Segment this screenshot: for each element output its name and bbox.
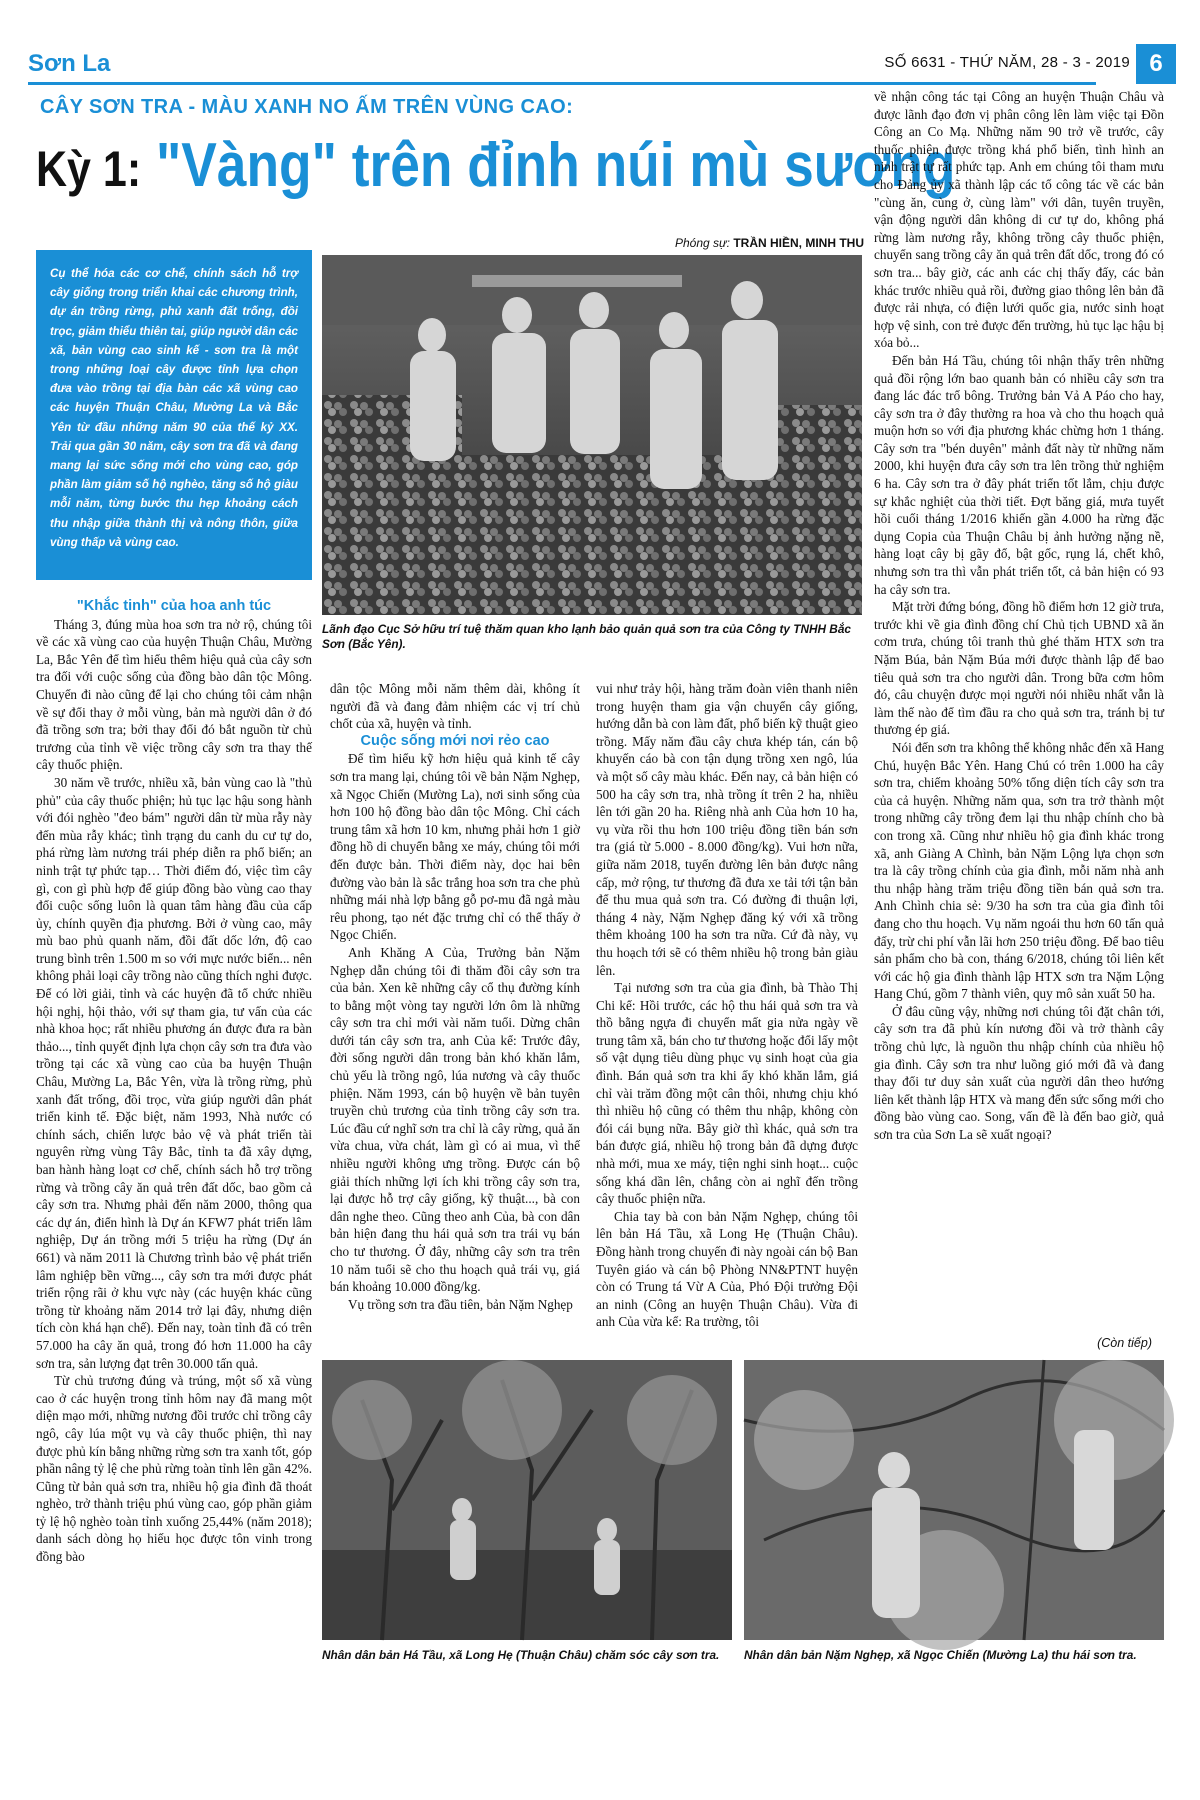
bottom-right-caption: Nhân dân bản Nặm Nghẹp, xã Ngọc Chiến (Mường La) thu hái sơn tra.	[744, 1648, 1137, 1662]
headline-prefix: Kỳ 1:	[36, 141, 142, 197]
paragraph: Vụ trồng sơn tra đầu tiên, bản Nặm Nghẹp	[348, 1296, 573, 1312]
byline-authors: TRẦN HIỀN, MINH THU	[733, 236, 864, 250]
paragraph: vui như trảy hội, hàng trăm đoàn viên thanh niên trong huyện tham gia vận chuyển cây giống, hướng dẫn bà con làm đất, phổ biến kỹ thuật gieo trồng. Mấy năm đầu cây chưa khép tán, cán bộ khuyến cáo bà con tận dụng trồng xen ngô, lúa và một số cây màu khác. Đến nay, cả bản hiện có 500 ha cây sơn tra, nhà trồng ít trên 2 ha, nhiều lên tới gần 20 ha. Riêng nhà anh Của hơn 10 ha, vụ vừa rồi thu hơn 100 triệu đồng tiền bán sơn tra (giá từ 5.000 - 8.000 đồng/kg). Vui hơn nữa, giữa năm 2018, tuyến đường lên bản được nâng cấp, mở rộng, tư thương đã đưa xe tải tới tận bản để thu mua quả sơn tra. Có đường đi thuận lợi, tháng 4 này, Nặm Nghẹp đăng ký với xã trồng thêm khoảng 100 ha sơn tra nữa. Cứ đà này, vụ thu hoạch tới sẽ có thêm nhiều hộ trong bản giàu lên.	[596, 681, 858, 978]
paragraph: Đến bản Há Tầu, chúng tôi nhận thấy trên những quả đồi rộng lớn bao quanh bản có nhiều cây sơn tra đang lác đác trổ bông. Trưởng bản Vả A Páo cho hay, cây sơn tra ở đây thường ra hoa và cho thu hoạch quả muộn hơn so với địa phương khác chừng hơn 1 tháng. Cây sơn tra "bén duyên" mảnh đất này từ những năm 2000, khi huyện đưa cây sơn tra lên trồng thử nghiệm 6 ha. Cây sơn tra ở đây phát triển tốt lắm, chịu được sự khắc nghiệt của thời tiết. Đợt băng giá, mưa tuyết hồi cuối tháng 1/2016 khiến gần 4.000 ha rừng đặc dụng Copia của Thuận Châu bị ảnh hưởng nặng nề, hàng loạt cây bị gãy đổ, bật gốc, rụng lá, chết khô, nhưng sơn tra thì vẫn phát triển tốt, cả bản hiện có 93 ha cây sơn tra.	[874, 352, 1164, 597]
paragraph: Để tìm hiểu kỹ hơn hiệu quả kinh tế cây sơn tra mang lại, chúng tôi về bản Nặm Nghẹp, xã Ngọc Chiến (Mường La), nơi sinh sống của hơn 100 hộ đồng bào dân tộc Mông. Chỉ cách trung tâm xã hơn 10 km, nhưng phải hơn 1 giờ đồng hồ di chuyển bằng xe máy, chúng tôi mới đến được bản. Thời điểm này, dọc hai bên đường vào bản là sắc trắng hoa sơn tra che phủ những mái nhà lợp bằng gỗ pơ-mu đã ngả màu rêu phong, tạo nét đặc trưng chỉ có thể thấy ở Ngọc Chiến.	[330, 751, 580, 943]
paragraph: Từ chủ trương đúng và trúng, một số xã vùng cao ở các huyện trong tỉnh hôm nay đã mang một diện mạo mới, những nương đồi trước chỉ trồng cây ngô, cây lúa một vụ và cây thuốc phiện, thì nay được phủ kín bằng những rừng sơn tra xanh tốt, góp phần nâng tỷ lệ che phủ rừng toàn tỉnh lên gần 42%. Cũng từ bản quả sơn tra, nhiều hộ gia đình đã thoát nghèo, trở thành triệu phú vùng cao, góp phần giảm tỷ lệ hộ nghèo toàn tỉnh xuống 25,44% (năm 2018); danh sách dòng họ hiếu học được tôn vinh trong đồng bào	[36, 1373, 312, 1565]
column-4	[874, 88, 1164, 1358]
continued-note: (Còn tiếp)	[1097, 1336, 1152, 1350]
paragraph: Tại nương sơn tra của gia đình, bà Thào Thị Chi kể: Hồi trước, các hộ thu hái quả sơn tra và thồ bằng ngựa đi chuyển mất gia nửa ngày về trung tâm xã, bán cho tư thương hoặc đổi lấy một số vật dụng tiêu dùng phục vụ sinh hoạt của gia đình. Bán quả sơn tra khi ấy khó khăn lắm, giá chỉ vài trăm đồng một cân thôi, nhưng chịu khó thì nhiều hộ cũng có thêm thu nhập, không còn đói cái bụng nữa. Bây giờ thì khác, quả sơn tra bán được giá, nhiều hộ trong bản đã dựng được nhà mới, mua xe máy, tiện nghi sinh hoạt... cuộc sống khá dần lên, chẳng còn ai nghĩ đến trồng cây thuốc phiện nữa.	[596, 980, 858, 1207]
issue-info: SỐ 6631 - THỨ NĂM, 28 - 3 - 2019	[884, 54, 1130, 71]
paragraph: Mặt trời đứng bóng, đồng hồ điểm hơn 12 giờ trưa, trước khi về gia đình đồng chí Chủ tịch UBND xã ăn cơm trưa, chúng tôi tranh thủ ghé thăm HTX sơn tra Nặm Búa, bản Nặm Búa mới được thành lập để bao tiêu quả sơn tra cho người dân. Trong bữa cơm hôm đó, câu chuyện được mọi người nói nhiều nhất vẫn là làm thế nào để tìm đầu ra cho quả sơn tra, tránh bị tư thương ép giá.	[874, 599, 1164, 738]
page-number: 6	[1136, 44, 1176, 84]
paragraph: 30 năm về trước, nhiều xã, bản vùng cao là "thủ phủ" của cây thuốc phiện; hủ tục lạc hậu song hành với đói nghèo "đeo bám" người dân từ mùa rẫy này đến mùa rẫy khác; tình trạng du canh du cư tự do, phá rừng làm nương trái phép diễn ra phổ biến; an ninh trật tự phức tạp… Thời điểm đó, việc tìm cây gì, con gì phù hợp để giúp đồng bào vùng cao thay đổi cuộc sống luôn là quan tâm hàng đầu của cấp ủy, chính quyền địa phương. Bởi ở vùng cao, mây mù bao phủ quanh năm, đồi đất dốc lớn, độ cao trung bình trên 1.500 m so với mực nước biển... nên không phải loại cây trồng nào cũng thích nghi được. Để có lời giải, tỉnh và các huyện đã tổ chức nhiều hội nghị, hội thảo, với sự tham gia, tư vấn của các nhà khoa học; rất nhiều phương án được đưa ra bàn thảo..., tỉnh quyết định lựa chọn cây sơn tra đưa vào trồng tại các xã vùng cao của ba huyện Thuận Châu, Mường La, Bắc Yên, vừa là trồng rừng, phủ xanh đất trống, đồi trọc, vừa giúp người dân phát triển kinh tế. Đặc biệt, năm 1993, Nhà nước có chính sách, chiến lược bảo vệ và phát triển tài nguyên rừng vùng Tây Bắc, tỉnh ta đã xây dựng, ban hành hàng loạt cơ chế, chính sách hỗ trợ trồng rừng và trồng cây ăn quả trên đất dốc, bao gồm cả cây sơn tra. Nhưng phải đến năm 2000, thông qua các dự án, điển hình là Dự án KFW7 phát triển lâm nghiệp, Dự án trồng mới 5 triệu ha rừng (Dự án 661) và năm 2011 là Chương trình bảo vệ phát triển lâm nghiệp bền vững..., cây sơn tra mới được phát triển rộng rãi ở khu vực này (các huyện khác cũng trồng từ khoảng năm 2014 trở lại đây, nhưng diện tích còn khá hạn chế). Đến nay, toàn tỉnh đã có trên 57.000 ha cây ăn quả, trong đó hơn 11.000 ha cây sơn tra, sản lượng đạt trên 30.000 tấn quả.	[36, 774, 312, 1371]
lead-box	[36, 250, 312, 580]
main-photo-caption: Lãnh đạo Cục Sở hữu trí tuệ thăm quan kho lạnh bảo quản quả sơn tra của Công ty TNHH Bắc Sơn (Bắc Yên).	[322, 622, 851, 651]
subhead-opium: "Khắc tinh" của hoa anh túc	[76, 598, 272, 614]
subhead-new-life: Cuộc sống mới nơi rẻo cao	[360, 732, 550, 749]
headline	[36, 130, 956, 205]
paragraph: Chia tay bà con bản Nặm Nghẹp, chúng tôi lên bản Há Tầu, xã Long Hẹ (Thuận Châu). Đồng hành trong chuyến đi này ngoài cán bộ Ban Tuyên giáo và cán bộ Phòng NN&PTNT huyện còn có Trung tá Vừ A Của, Phó Đội trưởng Đội an ninh (Công an huyện Thuận Châu). Vừa đi anh Của vừa kể: Ra trường, tôi	[596, 1208, 858, 1330]
byline	[675, 236, 864, 250]
paragraph: Ở đâu cũng vậy, những nơi chúng tôi đặt chân tới, cây sơn tra đã phủ kín nương đồi và trở thành cây trồng chủ lực, là nguồn thu nhập chính của nhiều hộ gia đình. Cây sơn tra như luồng gió mới đã và đang thay đổi tư duy sản xuất của người dân theo hướng liên kết thành lập HTX và mang đến sức sống mới cho đồng bào vùng cao. Song, vấn đề là đến bao giờ, quả sơn tra của Sơn La sẽ xuất ngoại?	[874, 1003, 1164, 1143]
section-name: Sơn La	[28, 50, 111, 77]
header-rule	[28, 82, 1096, 85]
column-2	[330, 680, 580, 1312]
bottom-left-caption: Nhân dân bản Há Tầu, xã Long Hẹ (Thuận Châu) chăm sóc cây sơn tra.	[322, 1648, 720, 1662]
paragraph: Anh Khăng A Của, Trưởng bản Nặm Nghẹp dẫn chúng tôi đi thăm đồi cây sơn tra của bản. Xen kẽ những cây cổ thụ đường kính to bằng một vòng tay người lớn ôm là những cây sơn tra chỉ mới vài năm tuổi. Dừng chân dưới tán cây sơn tra, anh Của kể: Trước đây, đời sống người dân trong bản khó khăn lắm, chủ yếu là trồng ngô, lúa nương và cây thuốc phiện. Năm 1993, cán bộ huyện về bản tuyên truyền chủ trương của tỉnh trồng cây sơn tra. Lúc đầu cứ nghĩ sơn tra chỉ là cây rừng, quả ăn vừa chua, vừa chát, làm gì có ai mua, vì thế nhiều người không ưng trồng. Được cán bộ giải thích những lợi ích khi trồng cây sơn tra, lại được hỗ trợ cây giống, kỹ thuật..., bà con dân nghe theo. Cũng theo anh Của, bà con dân bản hiện đang thu hái quả sơn tra trái vụ bán cho tư thương. Ở đây, những cây sơn tra trên 10 năm tuổi sẽ cho thu hoạch quả trái vụ, giá bán khoảng 10.000 đồng/kg.	[330, 944, 580, 1295]
byline-label: Phóng sự:	[675, 236, 730, 250]
paragraph: dân tộc Mông mỗi năm thêm dài, không ít người đã và đang đảm nhiệm các vị trí chủ chốt của xã, huyện và tỉnh.	[330, 681, 580, 732]
lead-text: Cụ thể hóa các cơ chế, chính sách hỗ trợ cây giống trong triển khai các chương trình, dự án trồng rừng, phủ xanh đất trống, đồi trọc, giảm thiểu thiên tai, giúp người dân các xã, bản vùng cao sinh kế - sơn tra là một trong những loại cây được tỉnh lựa chọn đưa vào trồng tại địa bàn các xã vùng cao các huyện Thuận Châu, Mường La và Bắc Yên từ đầu những năm 90 của thế kỷ XX. Trải qua gần 30 năm, cây sơn tra đã và đang mang lại sức sống mới cho vùng cao, góp phần làm giảm số hộ nghèo, tăng số hộ giàu mỗi năm, từng bước thu hẹp khoảng cách thu nhập giữa thành thị và nông thôn, giữa vùng thấp và vùng cao.	[50, 267, 298, 549]
series-kicker: CÂY SƠN TRA - MÀU XANH NO ẤM TRÊN VÙNG CAO:	[40, 96, 574, 118]
cold-storage-photo	[322, 255, 862, 615]
orchard-care-photo	[322, 1360, 732, 1640]
paragraph: về nhận công tác tại Công an huyện Thuận Châu và được lãnh đạo đơn vị phân công lên làm việc tại Đồn Công an Co Mạ. Những năm 90 trở về trước, cây thuốc phiện được trồng khá phổ biến, tình hình an ninh trật tự rất phức tạp. Anh em chúng tôi tham mưu cho Đảng ủy xã thành lập các tổ công tác về các bản "cùng ăn, cùng ở, cùng làm" với dân, tuyên truyền, vận động người dân không di cư tự do, không phá rừng làm nương rẫy, không trồng cây thuốc phiện, chuyển sang trồng cây ăn quả trên đất dốc, trong đó có sơn tra... bây giờ, các anh các chị thấy đấy, các bản khác trước nhiều quả rồi, đường giao thông lên bản đã được rải nhựa, có điện lưới quốc gia, nước sinh hoạt hợp vệ sinh, con trẻ được đến trường, hủ tục lạc hậu bị xóa bỏ...	[874, 89, 1164, 351]
harvest-photo	[744, 1360, 1164, 1640]
paragraph: Nói đến sơn tra không thể không nhắc đến xã Hang Chú, huyện Bắc Yên. Hang Chú có trên 1.000 ha cây sơn tra, chiếm khoảng 50% tổng diện tích cây sơn tra của cả huyện. Những năm qua, sơn tra trở thành một trong những cây trồng đem lại thu nhập chính cho bà con trong xã. Cũng như nhiều hộ gia đình khác trong xã, anh Giàng A Chình, bản Nặm Lộng lựa chọn sơn tra là cây trồng chính của gia đình, mỗi năm nhà anh thu nhập hàng trăm triệu đồng tiền bán quả sơn tra. Anh Chình chia sẻ: 9/30 ha sơn tra của gia đình tôi đang cho thu hoạch. Vụ năm ngoái thu hơn 60 tấn quả đấy, trừ chi phí vẫn lãi hơn 250 triệu đồng. Để bao tiêu sản phẩm cho bà con, tháng 6/2018, chúng tôi liên kết với các hộ gia đình thành lập HTX sơn tra Nặm Lộng Hang Chú, gồm 7 thành viên, quy mô sản xuất 50 ha.	[874, 739, 1164, 1002]
paragraph: Tháng 3, đúng mùa hoa sơn tra nở rộ, chúng tôi về các xã vùng cao của huyện Thuận Châu, Mường La, Bắc Yên để tìm hiểu thêm hiệu quả của cây sơn tra đối với cuộc sống của đồng bào dân tộc Mông. Chuyến đi nào cũng để lại cho chúng tôi cảm nhận về sự đổi thay ở mỗi vùng, bản mà người dân ở đó đã trồng sơn tra; bởi thay đổi đó bắt nguồn từ chủ trương của tỉnh về việc trồng cây sơn tra thay thế cây thuốc phiện.	[36, 616, 312, 773]
headline-main: "Vàng" trên đỉnh núi mù sương	[155, 131, 956, 200]
column-1	[36, 598, 312, 1718]
column-3	[596, 680, 858, 1330]
